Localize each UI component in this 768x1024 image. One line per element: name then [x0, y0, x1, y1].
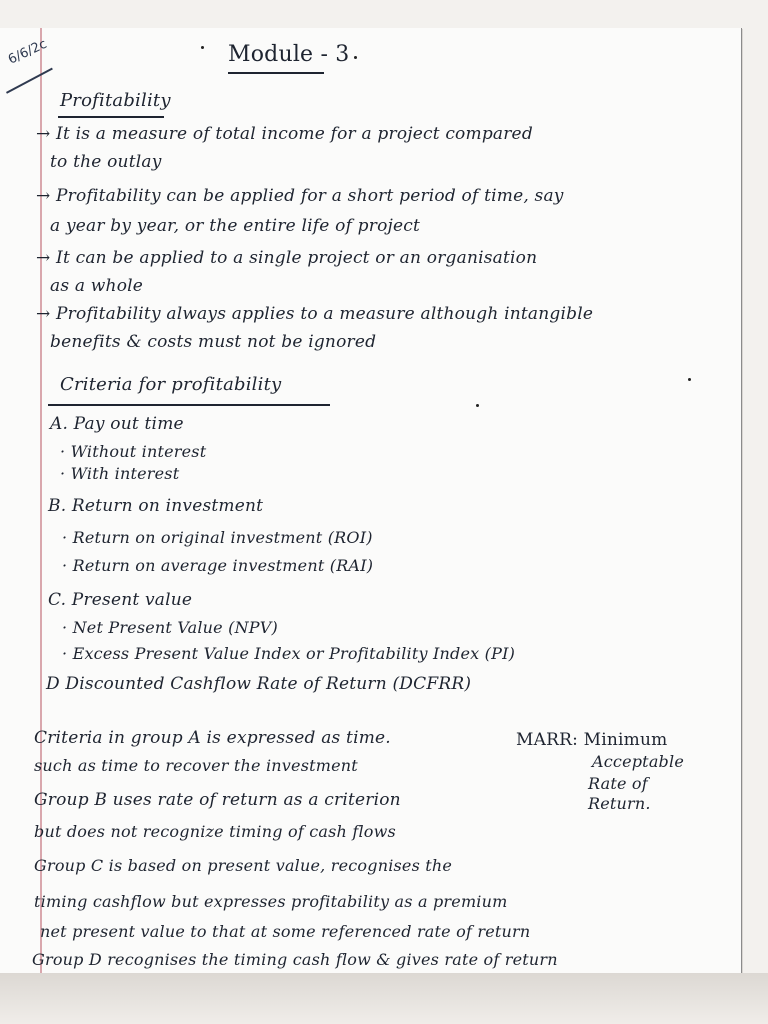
marr-line: MARR: Minimum [516, 730, 668, 750]
criteria-c-item: · Excess Present Value Index or Profitability Index (PI) [62, 644, 516, 663]
marr-line: Rate of [588, 774, 648, 793]
note-line: net present value to that at some referenced rate of return [40, 922, 531, 941]
profitability-heading: Profitability [60, 90, 171, 111]
criteria-a-item: · Without interest [60, 442, 207, 461]
date-note: 6/6/2c [6, 36, 50, 68]
marr-line: Return. [588, 794, 651, 813]
ink-dot [476, 404, 479, 407]
criteria-d-label: D Discounted Cashflow Rate of Return (DCFRR) [46, 674, 472, 694]
note-line: Criteria in group A is expressed as time. [34, 728, 391, 748]
criteria-c-label: C. Present value [48, 590, 193, 610]
note-line: Group D recognises the timing cash flow & gives rate of return [32, 950, 558, 969]
criteria-c-item: · Net Present Value (NPV) [62, 618, 278, 637]
notebook-page [0, 28, 742, 973]
profitability-line: → Profitability always applies to a measure although intangible [36, 304, 594, 324]
note-line: Group B uses rate of return as a criterion [34, 790, 401, 810]
ink-dot [201, 46, 204, 49]
note-line: such as time to recover the investment [34, 756, 358, 775]
profitability-line: as a whole [50, 276, 144, 296]
profitability-line: → It is a measure of total income for a project compared [36, 124, 533, 144]
page-title: Module - 3 [228, 42, 350, 67]
profitability-line: → It can be applied to a single project or an organisation [36, 248, 538, 268]
date-underline [6, 68, 53, 94]
criteria-heading: Criteria for profitability [60, 374, 282, 395]
criteria-a-item: · With interest [60, 464, 180, 483]
ink-dot [688, 378, 691, 381]
note-line: Group C is based on present value, recognises the [34, 856, 453, 875]
profitability-line: a year by year, or the entire life of project [50, 216, 420, 236]
criteria-b-item: · Return on average investment (RAI) [62, 556, 374, 575]
criteria-b-label: B. Return on investment [48, 496, 264, 516]
profitability-line: → Profitability can be applied for a short period of time, say [36, 186, 564, 206]
desk-surface [0, 973, 768, 1024]
note-line: timing cashflow but expresses profitability as a premium [34, 892, 508, 911]
page-edge [741, 28, 742, 973]
profitability-heading-underline [58, 116, 164, 118]
criteria-heading-underline [48, 404, 330, 406]
profitability-line: benefits & costs must not be ignored [50, 332, 377, 352]
note-line: but does not recognize timing of cash flows [34, 822, 396, 841]
marr-line: Acceptable [592, 752, 684, 771]
criteria-b-item: · Return on original investment (ROI) [62, 528, 373, 547]
ink-dot [354, 56, 357, 59]
criteria-a-label: A. Pay out time [50, 414, 184, 434]
profitability-line: to the outlay [50, 152, 162, 172]
title-underline [228, 72, 324, 74]
